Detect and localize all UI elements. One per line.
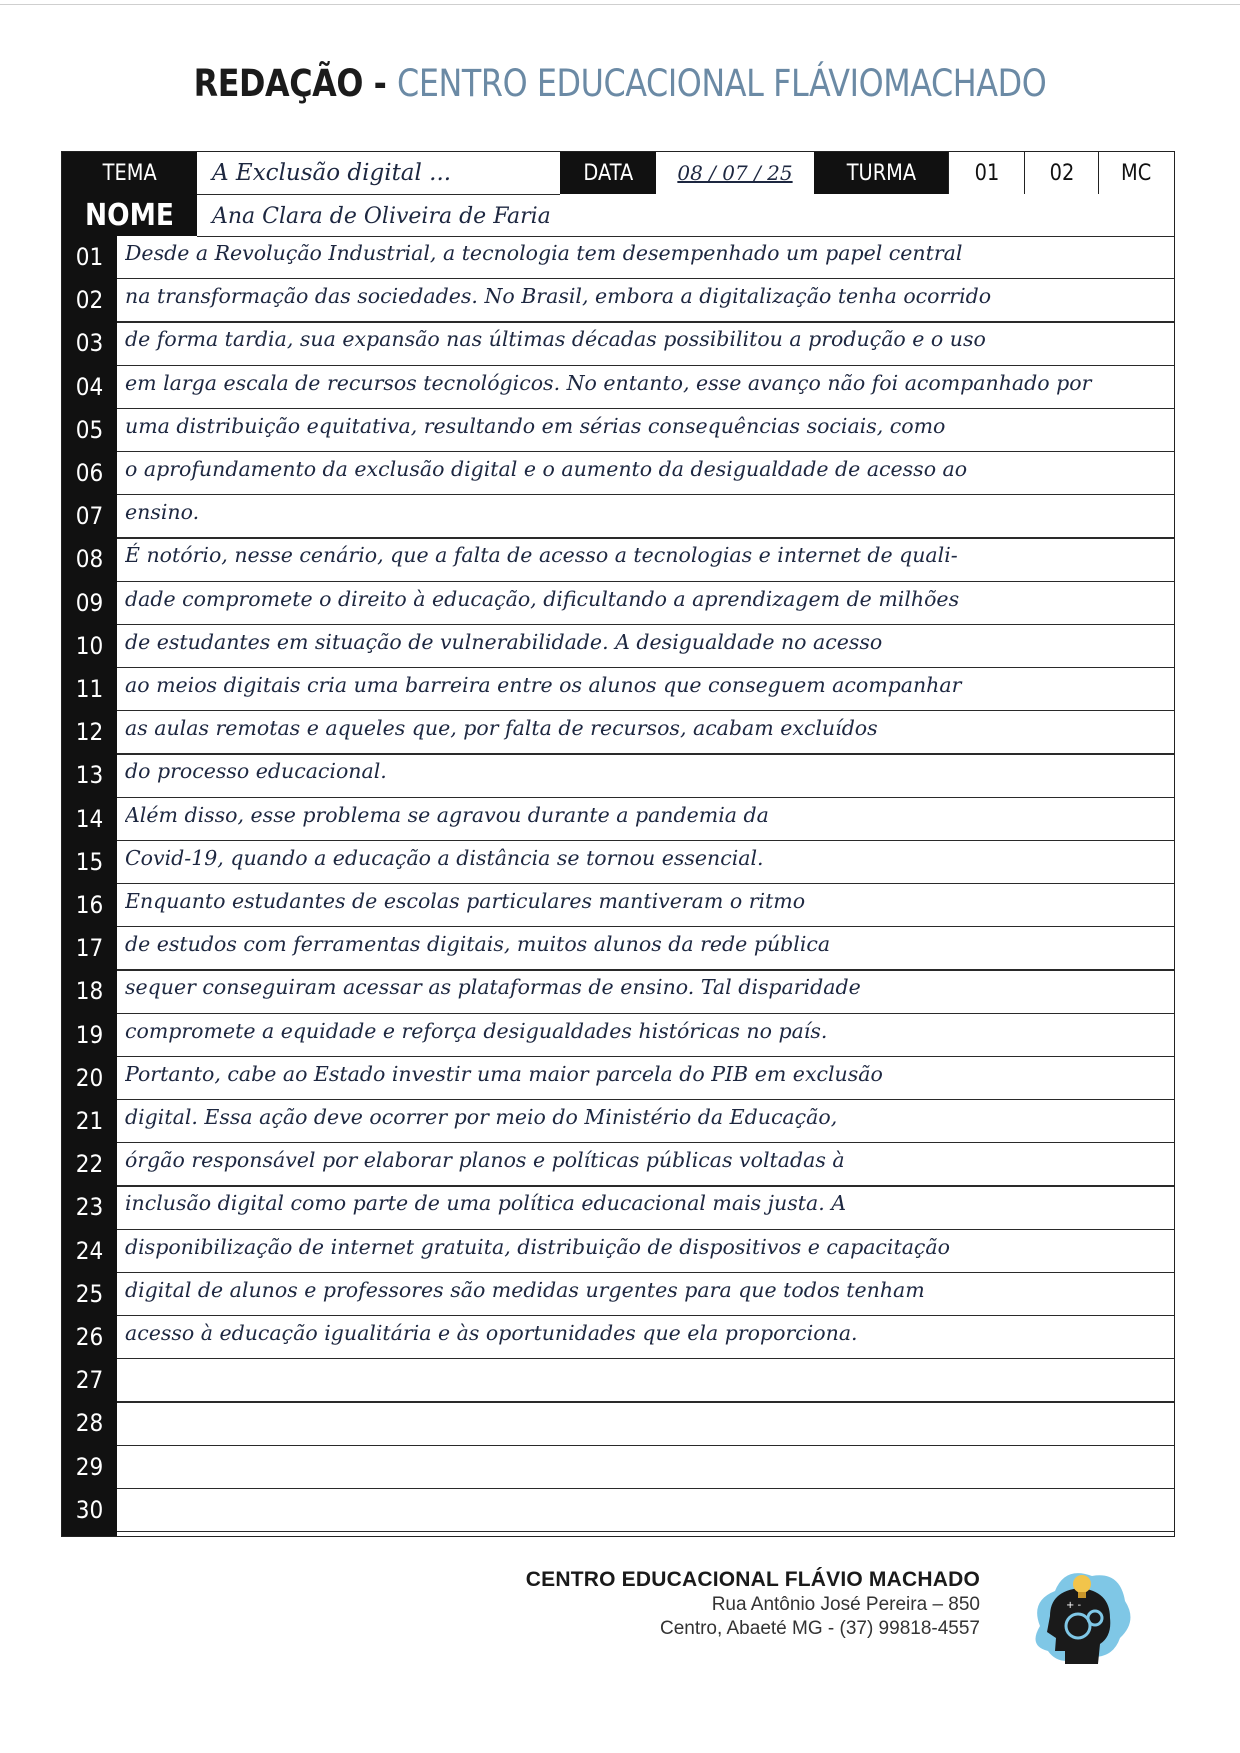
line-number: 11 — [75, 675, 104, 703]
essay-line-text: órgão responsável por elaborar planos e políticas públicas voltadas à — [125, 1148, 845, 1173]
essay-line[interactable] — [125, 1226, 1168, 1269]
data-label: DATA — [560, 152, 656, 194]
essay-line[interactable] — [125, 880, 1168, 923]
school-logo-icon — [1020, 1556, 1140, 1676]
essay-line[interactable] — [125, 1485, 1168, 1528]
essay-line-text: disponibilização de internet gratuita, distribuição de dispositivos e capacitação — [125, 1234, 950, 1259]
essay-line-text: em larga escala de recursos tecnológicos. No entanto, esse avanço não foi acompanhado por — [125, 370, 1092, 395]
essay-line-text: na transformação das sociedades. No Brasil, embora a digitalização tenha ocorrido — [125, 284, 992, 309]
turma-option-02[interactable]: 02 — [1024, 152, 1098, 194]
essay-line[interactable] — [125, 1355, 1168, 1398]
essay-line[interactable] — [125, 1182, 1168, 1225]
tema-underline — [197, 194, 560, 195]
ruled-line — [117, 1531, 1174, 1532]
turma-option-mc[interactable]: MC — [1098, 152, 1174, 194]
essay-line[interactable] — [125, 664, 1168, 707]
line-number: 10 — [75, 631, 104, 660]
essay-line-text: de estudos com ferramentas digitais, muitos alunos da rede pública — [125, 932, 831, 957]
essay-line-text: ao meios digitais cria uma barreira entre os alunos que conseguem acompanhar — [125, 673, 962, 697]
data-value: 08 / 07 / 25 — [677, 161, 793, 185]
essay-line[interactable] — [125, 1269, 1168, 1312]
page-header — [87, 62, 1153, 105]
essay-line[interactable] — [125, 405, 1168, 448]
essay-line[interactable] — [125, 794, 1168, 837]
line-number: 08 — [75, 545, 104, 574]
essay-line[interactable] — [125, 491, 1168, 534]
essay-line[interactable] — [125, 923, 1168, 966]
line-number: 17 — [75, 934, 104, 963]
line-number: 01 — [75, 243, 104, 271]
line-number: 27 — [75, 1366, 104, 1395]
line-number: 05 — [75, 415, 104, 444]
essay-line-text: de forma tardia, sua expansão nas últimas décadas possibilitou a produção e o uso — [125, 327, 986, 352]
turma-label: TURMA — [814, 152, 948, 194]
essay-line-text: do processo educacional. — [125, 759, 387, 784]
footer — [400, 1568, 980, 1640]
line-number: 06 — [75, 459, 104, 487]
line-number: 16 — [75, 891, 104, 919]
essay-line[interactable] — [125, 534, 1168, 577]
essay-line-text: de estudantes em situação de vulnerabilidade. A desigualdade no acesso — [125, 629, 883, 654]
essay-sheet — [61, 151, 1175, 1537]
line-number: 29 — [75, 1452, 104, 1481]
line-number: 03 — [75, 329, 104, 358]
data-field[interactable] — [656, 152, 814, 194]
line-number: 26 — [75, 1323, 104, 1351]
essay-line-text: o aprofundamento da exclusão digital e o aumento da desigualdade de acesso ao — [125, 457, 968, 481]
header-title-light: CENTRO EDUCACIONAL FLÁVIOMACHADO — [397, 62, 1047, 105]
essay-line-text: Portanto, cabe ao Estado investir uma maior parcela do PIB em exclusão — [125, 1061, 883, 1086]
nome-label: NOME — [62, 194, 197, 236]
essay-line[interactable] — [125, 621, 1168, 664]
essay-line[interactable] — [125, 707, 1168, 750]
line-number: 24 — [75, 1236, 104, 1265]
footer-school-name: CENTRO EDUCACIONAL FLÁVIO MACHADO — [525, 1568, 980, 1591]
line-number: 20 — [75, 1063, 104, 1092]
essay-line[interactable] — [125, 232, 1168, 275]
tema-value: A Exclusão digital ... — [212, 160, 452, 186]
line-number: 25 — [75, 1279, 104, 1308]
essay-line[interactable] — [125, 1312, 1168, 1355]
essay-line-text: uma distribuição equitativa, resultando em sérias consequências sociais, como — [125, 413, 946, 438]
essay-line[interactable] — [125, 318, 1168, 361]
essay-line[interactable] — [125, 1053, 1168, 1096]
essay-line[interactable] — [125, 275, 1168, 318]
essay-line[interactable] — [125, 362, 1168, 405]
essay-line[interactable] — [125, 448, 1168, 491]
essay-line-text: digital. Essa ação deve ocorrer por meio do Ministério da Educação, — [125, 1105, 838, 1129]
essay-line[interactable] — [125, 837, 1168, 880]
line-number: 07 — [75, 502, 104, 531]
line-number: 18 — [75, 977, 104, 1006]
essay-line[interactable] — [125, 1139, 1168, 1182]
header-title-bold: REDAÇÃO - — [193, 62, 398, 105]
essay-line-text: digital de alunos e professores são medidas urgentes para que todos tenham — [125, 1277, 925, 1302]
essay-line[interactable] — [125, 1096, 1168, 1139]
essay-line[interactable] — [125, 1398, 1168, 1441]
essay-line-text: Desde a Revolução Industrial, a tecnologia tem desempenhado um papel central — [125, 241, 963, 265]
line-number: 13 — [75, 761, 104, 790]
line-number: 04 — [75, 372, 104, 401]
line-number: 02 — [75, 286, 104, 315]
page-edge-rule — [0, 4, 1240, 5]
essay-line-text: Covid-19, quando a educação a distância se tornou essencial. — [125, 845, 764, 870]
nome-value: Ana Clara de Oliveira de Faria — [212, 204, 551, 229]
tema-label: TEMA — [62, 152, 197, 194]
line-number: 30 — [75, 1495, 104, 1524]
essay-line-text: dade compromete o direito à educação, dificultando a aprendizagem de milhões — [125, 586, 960, 611]
turma-option-01[interactable]: 01 — [948, 152, 1024, 194]
essay-line[interactable] — [125, 1442, 1168, 1485]
essay-line[interactable] — [125, 578, 1168, 621]
essay-line-text: Além disso, esse problema se agravou durante a pandemia da — [125, 802, 769, 827]
footer-address: Rua Antônio José Pereira – 850 — [711, 1594, 980, 1615]
line-number: 28 — [75, 1409, 104, 1438]
essay-line-text: Enquanto estudantes de escolas particulares mantiveram o ritmo — [125, 889, 806, 913]
essay-line-text: ensino. — [125, 500, 200, 525]
svg-text:+ -: + - — [1066, 1600, 1082, 1611]
line-number: 23 — [75, 1193, 104, 1222]
line-number: 14 — [75, 804, 104, 833]
line-number: 12 — [75, 718, 104, 747]
essay-line[interactable] — [125, 1010, 1168, 1053]
essay-line-text: acesso à educação igualitária e às oportunidades que ela proporciona. — [125, 1321, 858, 1345]
line-number: 15 — [75, 847, 104, 876]
line-number: 09 — [75, 588, 104, 617]
essay-line[interactable] — [125, 750, 1168, 793]
footer-city-phone: Centro, Abaeté MG - (37) 99818-4557 — [659, 1618, 980, 1639]
essay-line-text: inclusão digital como parte de uma política educacional mais justa. A — [125, 1191, 847, 1216]
essay-line-text: sequer conseguiram acessar as plataformas de ensino. Tal disparidade — [125, 975, 861, 1000]
essay-line-text: as aulas remotas e aqueles que, por falta de recursos, acabam excluídos — [125, 716, 878, 741]
line-number: 22 — [75, 1150, 104, 1179]
essay-line-text: compromete a equidade e reforça desigualdades históricas no país. — [125, 1018, 828, 1043]
line-number: 21 — [75, 1107, 104, 1135]
line-number: 19 — [75, 1020, 104, 1049]
essay-line[interactable] — [125, 966, 1168, 1009]
essay-line-text: É notório, nesse cenário, que a falta de acesso a tecnologias e internet de quali- — [125, 543, 958, 568]
